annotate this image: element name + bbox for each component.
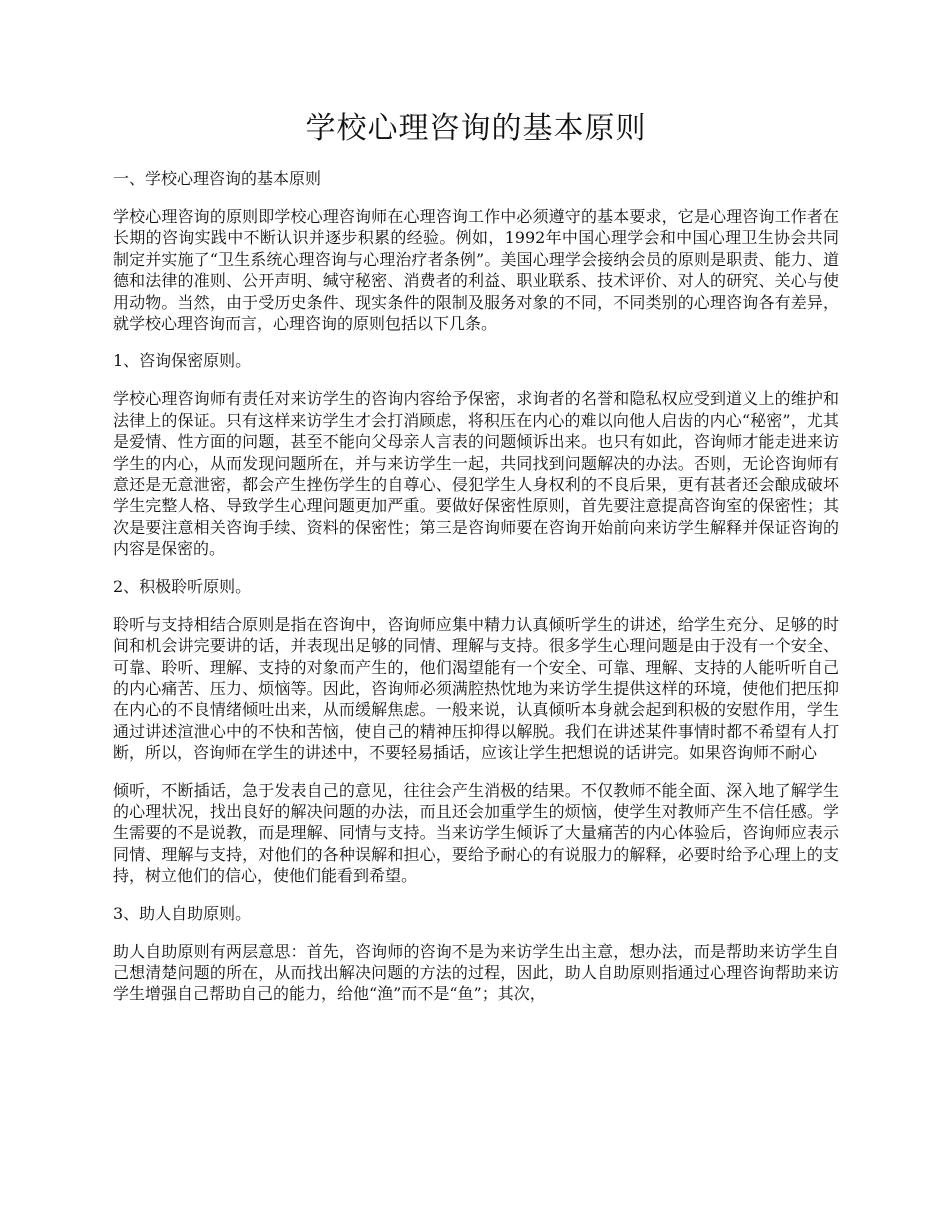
section-heading-confidentiality: 1、咨询保密原则。 [113,351,252,371]
document-title: 学校心理咨询的基本原则 [305,111,647,146]
section-heading-listening: 2、积极聆听原则。 [113,576,252,596]
section-heading-principles: 一、学校心理咨询的基本原则 [113,169,322,188]
document-body [113,108,839,1021]
paragraph-intro: 学校心理咨询的原则即学校心理咨询师在心理咨询工作中必须遵守的基本要求，它是心理咨询工作者在长期的咨询实践中不断认识并逐步积累的经验。例如，1992年中国心理学会和中国心理卫生协会共同制定并实施了“卫生系统心理咨询与心理治疗者条例”。美国心理学会接纳会员的原则是职责、能力、道德和法律的准则、公开声明、缄守秘密、消费者的利益、职业联系、技术评价、对人的研究、关心与使用动物。当然，由于受历史条件、现实条件的限制及服务对象的不同，不同类别的心理咨询各有差异，就学校心理咨询而言，心理咨询的原则包括以下几条。 [113,207,839,334]
paragraph-self-help: 助人自助原则有两层意思：首先，咨询师的咨询不是为来访学生出主意，想办法，而是帮助来访学生自己想清楚问题的所在，从而找出解决问题的方法的过程，因此，助人自助原则指通过心理咨询帮助来访学生增强自己帮助自己的能力，给他“渔”而不是“鱼”；其次， [113,941,839,1004]
paragraph-confidentiality: 学校心理咨询师有责任对来访学生的咨询内容给予保密，求询者的名誉和隐私权应受到道义上的维护和法律上的保证。只有这样来访学生才会打消顾虑，将积压在内心的难以向他人启齿的内心“秘密”，尤其是爱情、性方面的问题，甚至不能向父母亲人言表的问题倾诉出来。也只有如此，咨询师才能走进来访学生的内心，从而发现问题所在，并与来访学生一起，共同找到问题解决的办法。否则，无论咨询师有意还是无意泄密，都会产生挫伤学生的自尊心、侵犯学生人身权利的不良后果，更有甚者还会酿成破坏学生完整人格、导致学生心理问题更加严重。要做好保密性原则，首先要注意提高咨询室的保密性；其次是要注意相关咨询手续、资料的保密性；第三是咨询师要在咨询开始前向来访学生解释并保证咨询的内容是保密的。 [113,389,839,559]
paragraph-listening-2: 倾听，不断插话，急于发表自己的意见，往往会产生消极的结果。不仅教师不能全面、深入地了解学生的心理状况，找出良好的解决问题的办法，而且还会加重学生的烦恼，使学生对教师产生不信任感。学生需要的不是说教，而是理解、同情与支持。当来访学生倾诉了大量痛苦的内心体验后，咨询师应表示同情、理解与支持，对他们的各种误解和担心，要给予耐心的有说服力的解释，必要时给予心理上的支持，树立他们的信心，使他们能看到希望。 [113,780,839,886]
paragraph-listening-1: 聆听与支持相结合原则是指在咨询中，咨询师应集中精力认真倾听学生的讲述，给学生充分、足够的时间和机会讲完要讲的话，并表现出足够的同情、理解与支持。很多学生心理问题是由于没有一个安全、可靠、聆听、理解、支持的对象而产生的，他们渴望能有一个安全、可靠、理解、支持的人能听听自己的内心痛苦、压力、烦恼等。因此，咨询师必须满腔热忱地为来访学生提供这样的环境，使他们把压抑在内心的不良情绪倾吐出来，从而缓解焦虑。一般来说，认真倾听本身就会起到积极的安慰作用，学生通过讲述渲泄心中的不快和苦恼，使自己的精神压抑得以解脱。我们在讲述某件事情时都不希望有人打断，所以，咨询师在学生的讲述中，不要轻易插话，应该让学生把想说的话讲完。如果咨询师不耐心 [113,614,839,763]
section-heading-self-help: 3、助人自助原则。 [113,903,252,923]
